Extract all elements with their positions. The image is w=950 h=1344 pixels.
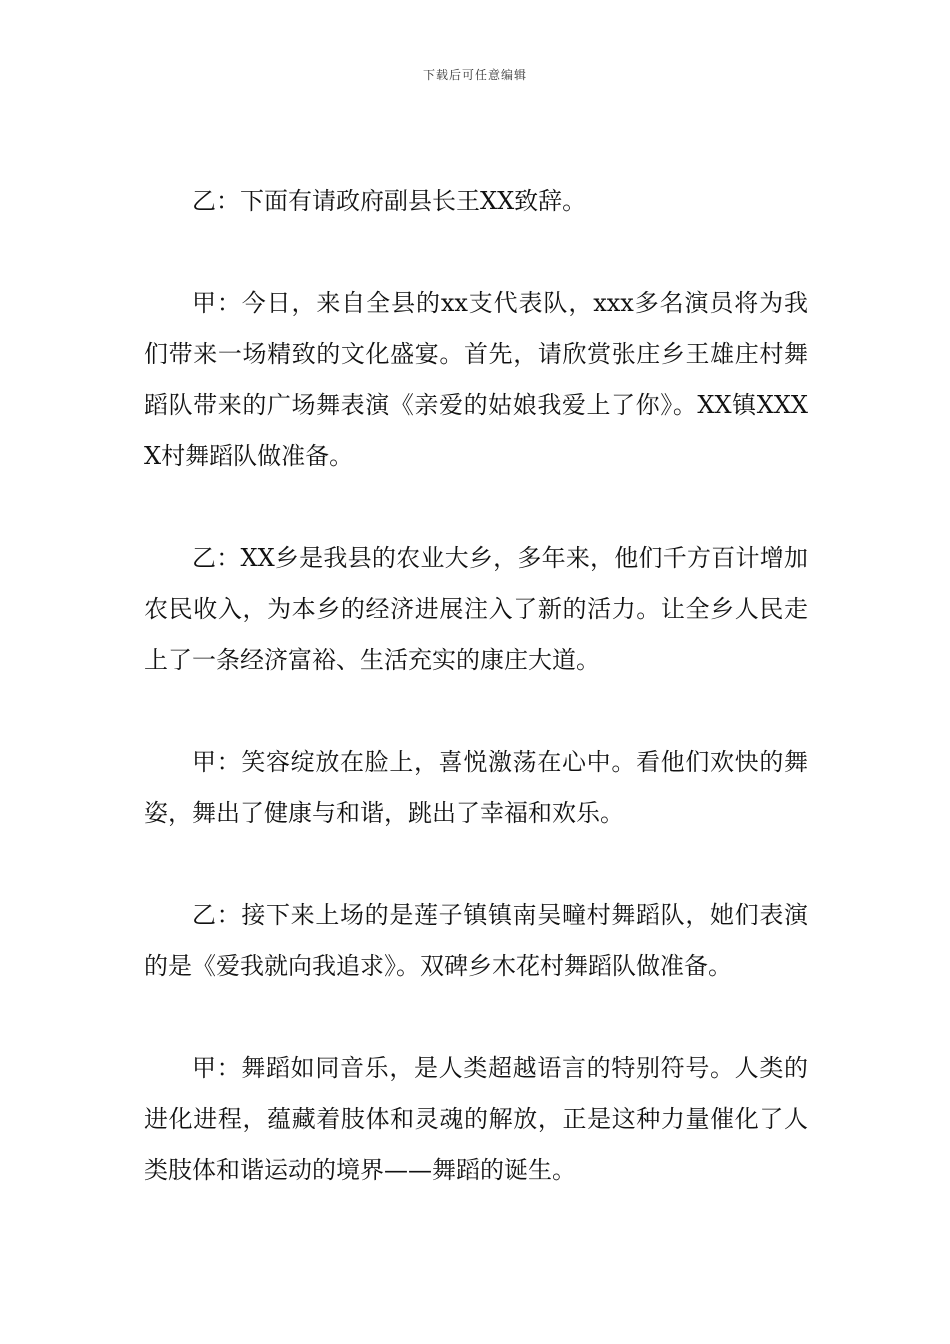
paragraph-3: 乙：XX乡是我县的农业大乡，多年来，他们千方百计增加农民收入，为本乡的经济进展注入了新的活力。让全乡人民走上了一条经济富裕、生活充实的康庄大道。 — [144, 544, 808, 674]
paragraph-4: 甲：笑容绽放在脸上，喜悦激荡在心中。看他们欢快的舞姿，舞出了健康与和谐，跳出了幸福和欢乐。 — [144, 748, 808, 827]
paragraph-1: 乙：下面有请政府副县长王XX致辞。 — [192, 187, 587, 215]
document-body — [144, 176, 808, 1196]
paragraph-5: 乙：接下来上场的是莲子镇镇南吴疃村舞蹈队，她们表演的是《爱我就向我追求》。双碑乡木花村舞蹈队做准备。 — [144, 901, 808, 980]
paragraph-6: 甲：舞蹈如同音乐，是人类超越语言的特别符号。人类的进化进程，蕴藏着肢体和灵魂的解放，正是这种力量催化了人类肢体和谐运动的境界——舞蹈的诞生。 — [144, 1054, 808, 1184]
paragraph-2: 甲：今日，来自全县的xx支代表队，xxx多名演员将为我们带来一场精致的文化盛宴。首先，请欣赏张庄乡王雄庄村舞蹈队带来的广场舞表演《亲爱的姑娘我爱上了你》。XX镇XXXX村舞蹈队做准备。 — [144, 289, 808, 470]
page-header-note: 下载后可任意编辑 — [422, 68, 527, 82]
